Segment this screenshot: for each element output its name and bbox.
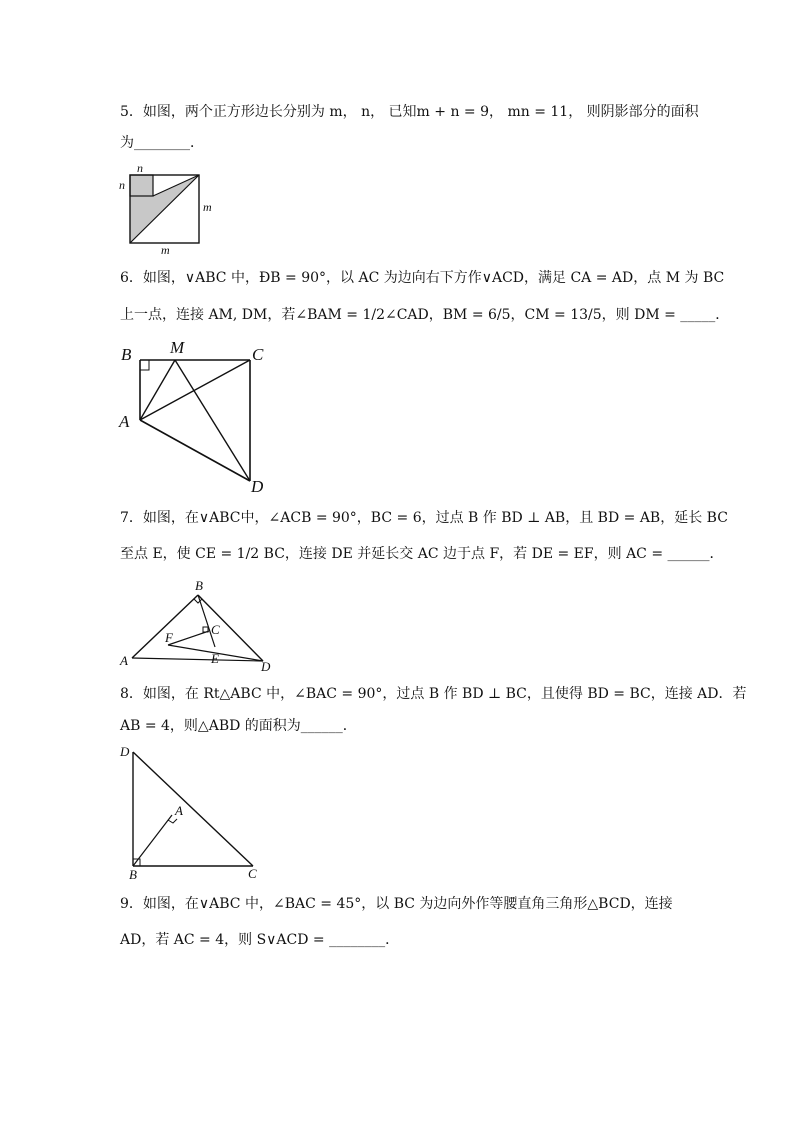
problem-6-line-1: 6．如图，∨ABC 中，ÐB = 90°，以 AC 为边向右下方作∨ACD，满足 CA = AD，点 M 为 BC xyxy=(120,270,725,286)
problem-7-figure xyxy=(115,575,280,675)
right-angle-mark-a xyxy=(168,819,177,823)
problem-8-line-1: 8．如图，在 Rt△ABC 中，∠BAC = 90°，过点 B 作 BD ⊥ BC，且使得 BD = BC，连接 AD．若 xyxy=(120,686,747,702)
label-c: C xyxy=(211,622,220,637)
segment-ad xyxy=(140,420,250,481)
problem-6-figure xyxy=(115,338,275,498)
label-d: D xyxy=(251,477,264,496)
label-a: A xyxy=(175,803,183,818)
label-b: B xyxy=(195,578,203,593)
problem-7-line-1: 7．如图，在∨ABC中，∠ACB = 90°，BC = 6，过点 B 作 BD ⊥ AB，且 BD = AB，延长 BC xyxy=(120,510,728,526)
problem-8-line-2: AB = 4，则△ABD 的面积为______． xyxy=(120,718,357,734)
label-n-left: n xyxy=(119,178,125,192)
label-e: E xyxy=(211,651,219,666)
right-angle-mark xyxy=(140,360,149,370)
small-square xyxy=(130,175,153,196)
label-m-right: m xyxy=(203,200,212,214)
problem-5-line-2: 为________． xyxy=(120,135,204,151)
segment-ac xyxy=(140,360,250,420)
problem-6-line-2: 上一点，连接 AM, DM，若∠BAM = 1/2∠CAD，BM = 6/5，CM = 13/5，则 DM = _____． xyxy=(120,307,730,323)
label-n-top: n xyxy=(137,161,143,175)
segment-dc xyxy=(133,752,253,866)
label-c: C xyxy=(252,345,264,364)
label-a: A xyxy=(120,653,128,668)
problem-9-line-1: 9．如图，在∨ABC 中，∠BAC = 45°，以 BC 为边向外作等腰直角三角形△BCD，连接 xyxy=(120,896,673,912)
problem-7-line-2: 至点 E，使 CE = 1/2 BC，连接 DE 并延长交 AC 边于点 F，若 DE = EF，则 AC = ______． xyxy=(120,546,724,562)
problem-9-line-2: AD，若 AC = 4，则 S∨ACD = ________． xyxy=(120,932,400,948)
label-d: D xyxy=(261,659,271,674)
label-a: A xyxy=(119,412,130,431)
problem-8-figure xyxy=(115,742,265,882)
segment-ab xyxy=(133,815,172,866)
problem-5-line-1: 5．如图，两个正方形边长分别为 m， n， 已知m + n = 9， mn = 11， 则阴影部分的面积 xyxy=(120,104,699,120)
segment-md xyxy=(175,360,250,481)
segment-ad xyxy=(132,658,263,661)
segment-fc xyxy=(168,631,209,645)
label-b: B xyxy=(121,345,132,364)
label-f: F xyxy=(165,630,173,645)
label-m: M xyxy=(170,338,185,357)
label-b: B xyxy=(129,867,137,882)
label-m-bottom: m xyxy=(161,243,170,257)
label-d: D xyxy=(120,744,130,759)
problem-5-figure xyxy=(115,158,225,258)
label-c: C xyxy=(248,866,257,881)
